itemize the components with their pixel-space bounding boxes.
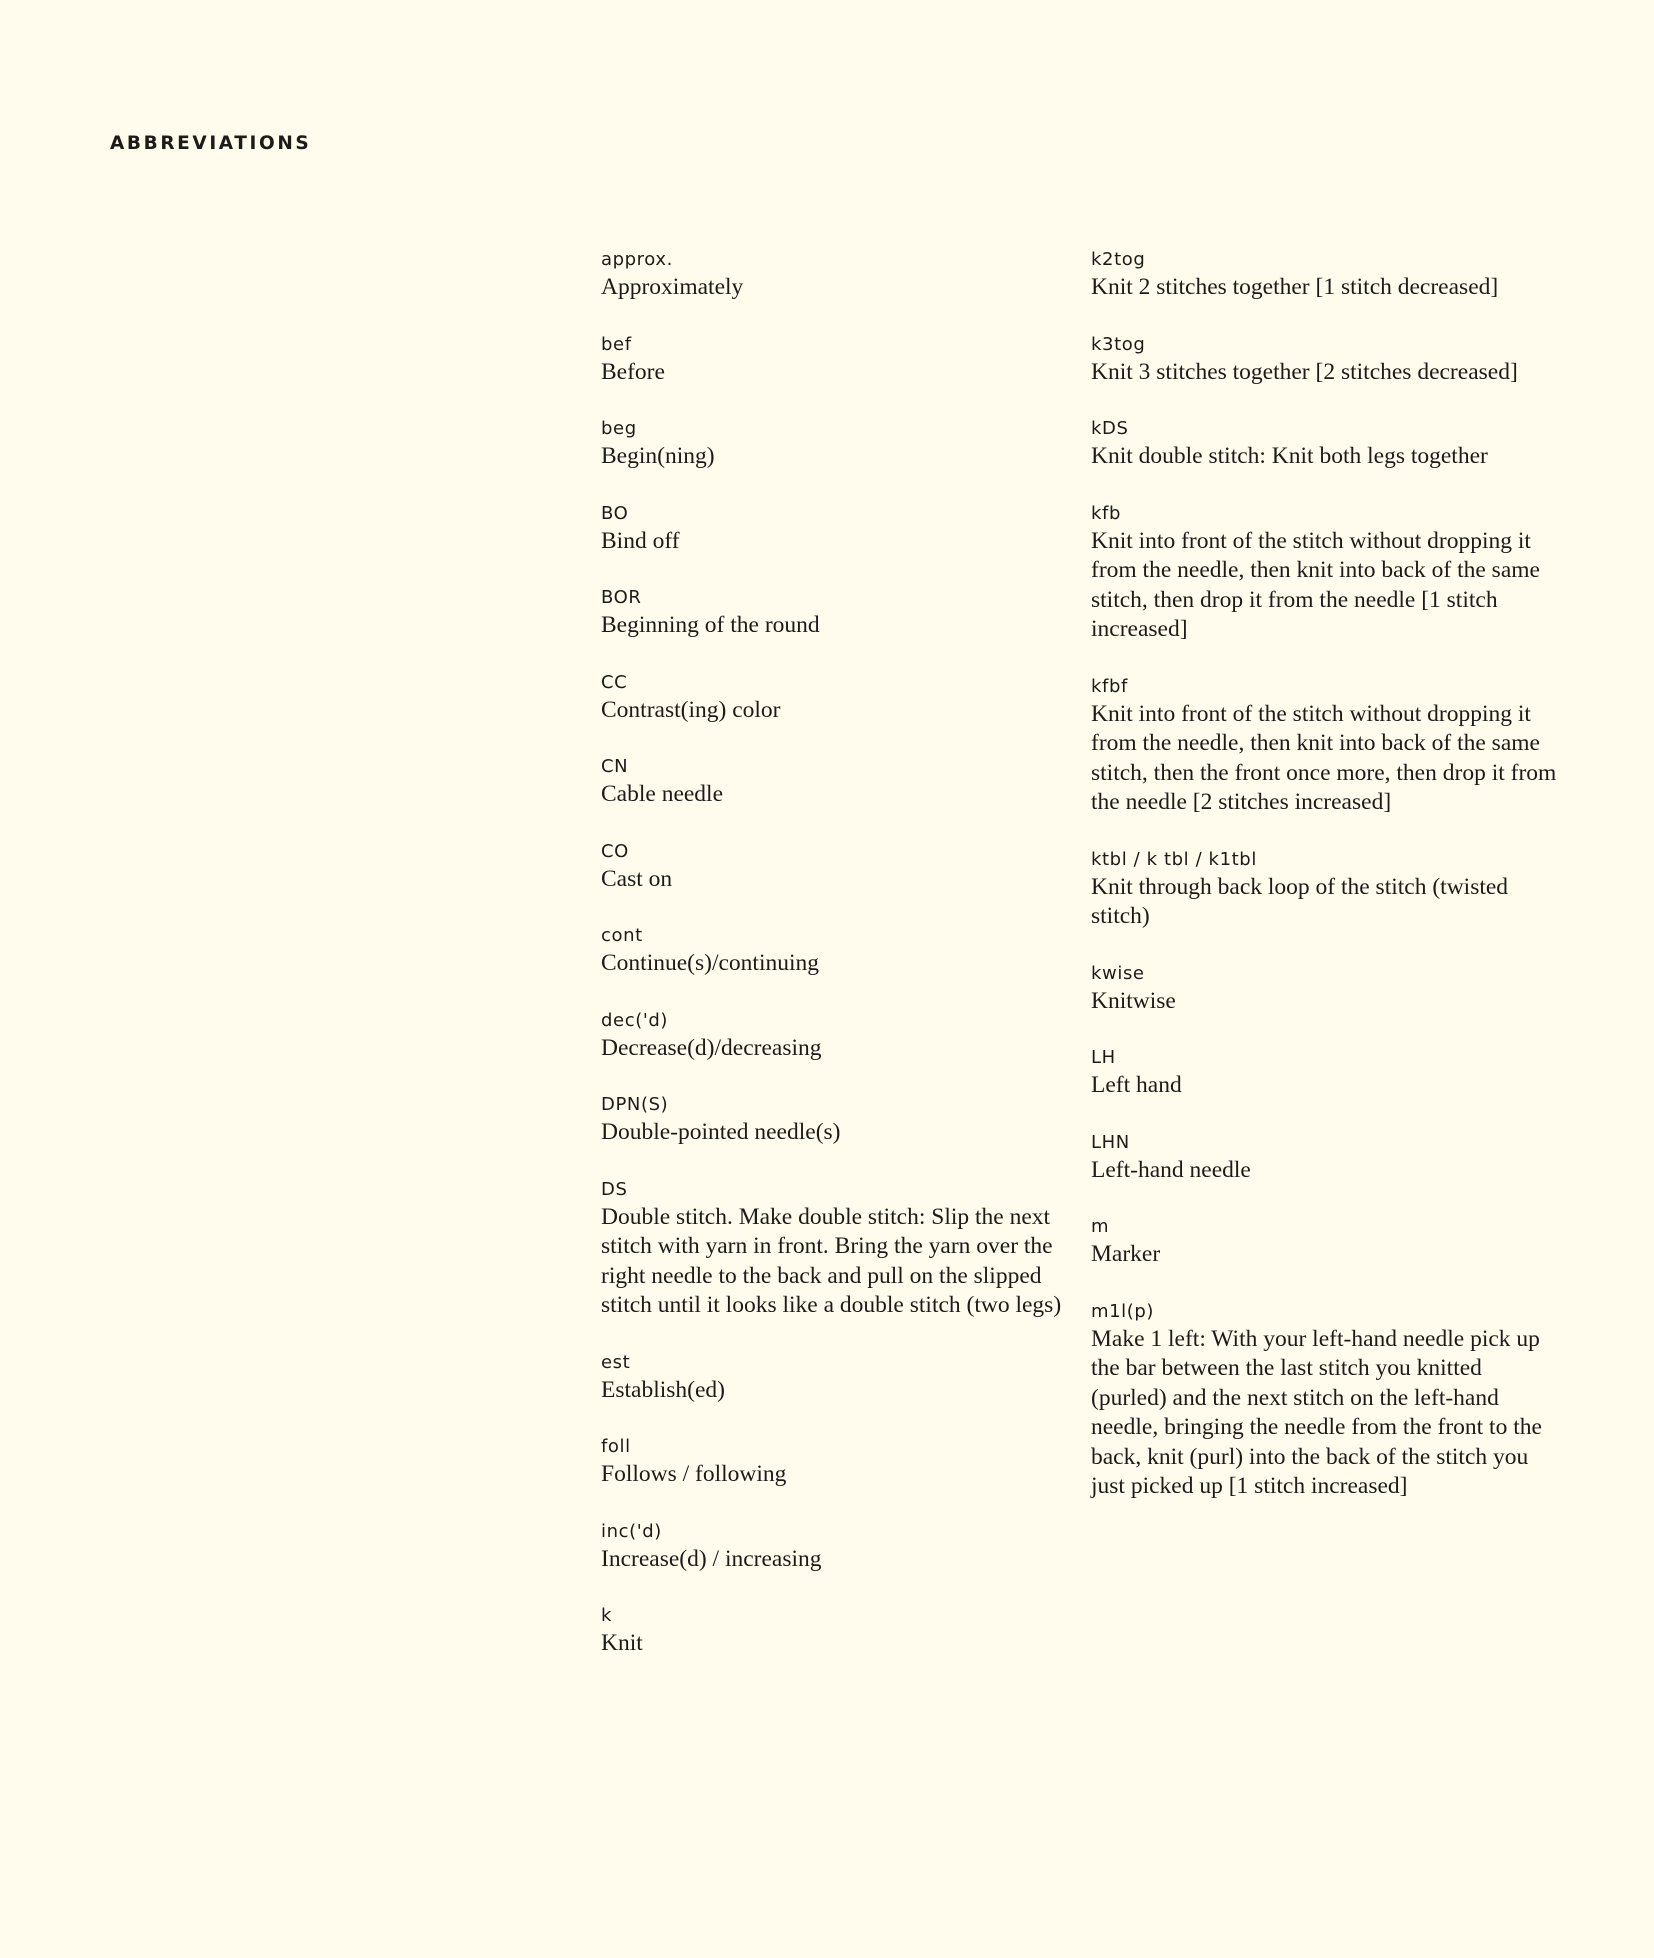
abbreviation: BO	[601, 502, 629, 524]
entry-cont	[601, 923, 1071, 979]
abbreviation: BOR	[601, 587, 642, 608]
definition: Left hand	[1091, 1072, 1182, 1098]
abbreviation: dec('d)	[601, 1009, 669, 1031]
abbreviation: inc('d)	[601, 1520, 662, 1542]
abbreviation: k2tog	[1091, 249, 1146, 270]
abbreviation: approx.	[601, 249, 673, 270]
abbreviation: kfbf	[1091, 675, 1128, 697]
entry-est	[601, 1350, 1071, 1406]
abbreviation: LHN	[1091, 1131, 1130, 1153]
abbreviation: CN	[601, 756, 629, 777]
definition: Knitwise	[1091, 987, 1176, 1014]
abbreviation: LH	[1091, 1047, 1116, 1068]
definition: Follows / following	[601, 1461, 787, 1487]
entry-dec	[601, 1008, 1071, 1064]
definition: Cast on	[601, 865, 673, 892]
abbreviation: beg	[601, 418, 637, 439]
abbreviation: est	[601, 1351, 631, 1373]
definition: Marker	[1091, 1241, 1161, 1267]
abbreviation: m	[1091, 1216, 1110, 1237]
definition: Decrease(d)/decreasing	[601, 1034, 822, 1061]
entry-inc	[601, 1519, 1071, 1575]
entry-cn	[601, 754, 1071, 810]
abbreviation: kwise	[1091, 962, 1145, 984]
entry-bef	[601, 332, 1071, 388]
entry-kwise	[1091, 961, 1561, 1017]
abbreviation: kfb	[1091, 502, 1121, 524]
definition: Increase(d) / increasing	[601, 1545, 822, 1572]
definition: Contrast(ing) color	[601, 696, 781, 723]
definition: Knit	[601, 1630, 643, 1656]
entry-cc	[601, 670, 1071, 726]
definition: Continue(s)/continuing	[601, 950, 820, 976]
definition: Beginning of the round	[601, 612, 820, 638]
abbreviations-column-left	[601, 247, 1071, 1688]
entry-m	[1091, 1214, 1561, 1270]
entry-bor	[601, 585, 1071, 641]
entry-k	[601, 1603, 1071, 1659]
abbreviation: foll	[601, 1436, 631, 1457]
entry-ktbl	[1091, 847, 1561, 932]
definition: Knit through back loop of the stitch (twisted stitch)	[1091, 873, 1509, 929]
entry-dpns	[601, 1092, 1071, 1148]
abbreviations-column-right	[1091, 247, 1561, 1531]
definition: Before	[601, 358, 665, 385]
abbreviation: cont	[601, 925, 643, 946]
abbreviation: CC	[601, 671, 628, 693]
abbreviation: CO	[601, 840, 629, 862]
abbreviation: k	[601, 1605, 613, 1626]
page-title: ABBREVIATIONS	[110, 133, 312, 154]
definition: Knit 2 stitches together [1 stitch decreased]	[1091, 274, 1499, 300]
entry-foll	[601, 1434, 1071, 1490]
entry-k3tog	[1091, 332, 1561, 388]
definition: Double stitch. Make double stitch: Slip the next stitch with yarn in front. Bring the yarn over the right needle to the back and pull on the slipped stitch until it looks like a double stitch (two legs)	[601, 1203, 1062, 1318]
entry-lhn	[1091, 1130, 1561, 1186]
entry-ds	[601, 1177, 1071, 1321]
entry-bo	[601, 501, 1071, 557]
definition: Left-hand needle	[1091, 1156, 1251, 1183]
abbreviation: m1l(p)	[1091, 1300, 1155, 1322]
definition: Knit 3 stitches together [2 stitches decreased]	[1091, 358, 1518, 385]
entry-approx	[601, 247, 1071, 303]
abbreviation: DPN(S)	[601, 1094, 669, 1115]
entry-kfb	[1091, 501, 1561, 645]
abbreviation: k3tog	[1091, 333, 1146, 355]
entry-kds	[1091, 416, 1561, 472]
definition: Approximately	[601, 274, 744, 300]
abbreviation: DS	[601, 1178, 628, 1200]
entry-lh	[1091, 1045, 1561, 1101]
entry-kfbf	[1091, 674, 1561, 818]
definition: Establish(ed)	[601, 1376, 725, 1403]
definition: Knit into front of the stitch without dropping it from the needle, then knit into back of the same stitch, then drop it from the needle [1 stitch increased]	[1091, 527, 1540, 642]
entry-k2tog	[1091, 247, 1561, 303]
entry-beg	[601, 416, 1071, 472]
definition: Begin(ning)	[601, 443, 715, 469]
entry-m1lp	[1091, 1299, 1561, 1502]
definition: Make 1 left: With your left-hand needle pick up the bar between the last stitch you knitted (purled) and the next stitch on the left-hand needle, bringing the needle from the front to the back, knit (purl) into the back of the stitch you just picked up [1 stitch increased]	[1091, 1325, 1542, 1499]
abbreviation: kDS	[1091, 418, 1129, 439]
definition: Bind off	[601, 527, 680, 554]
definition: Cable needle	[601, 781, 724, 807]
definition: Knit into front of the stitch without dropping it from the needle, then knit into back of the same stitch, then the front once more, then drop it from the needle [2 stitches increased]	[1091, 700, 1557, 815]
abbreviation: ktbl / k tbl / k1tbl	[1091, 848, 1257, 870]
entry-co	[601, 839, 1071, 895]
definition: Knit double stitch: Knit both legs together	[1091, 443, 1488, 469]
definition: Double-pointed needle(s)	[601, 1119, 841, 1145]
abbreviation: bef	[601, 333, 632, 355]
